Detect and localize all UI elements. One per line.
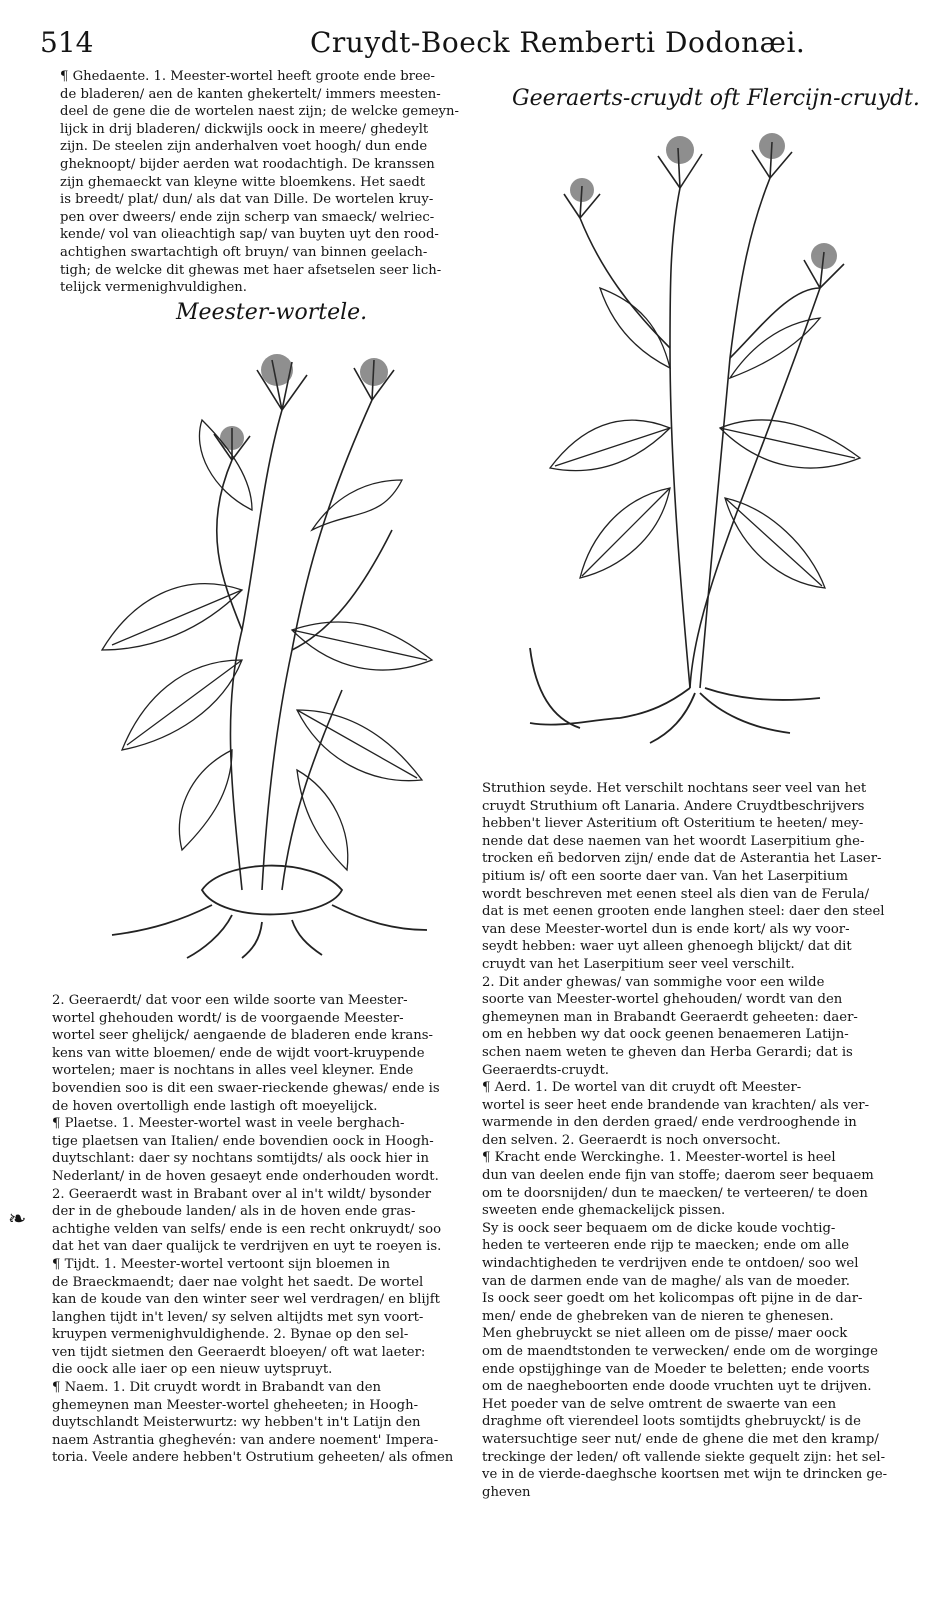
text-line: Struthion seyde. Het verschilt nochtans seer veel van het (482, 781, 867, 796)
page-number: 514 (40, 26, 94, 59)
text-line: om de maendtstonden te verwecken/ ende om de worginge (482, 1344, 878, 1359)
text-line: 2. Geeraerdt/ dat voor een wilde soorte van Meester- (52, 993, 408, 1008)
text-line: wortel is seer heet ende brandende van krachten/ als ver- (482, 1097, 870, 1113)
page-header (40, 26, 900, 66)
text-line: ¶ Naem. 1. Dit cruydt wordt in Brabandt van den (52, 1380, 381, 1396)
text-line: dat is met eenen grooten ende langhen steel: daer den steel (482, 904, 885, 920)
text-line: kende/ vol van olieachtigh sap/ van buyten uyt den rood- (60, 227, 439, 243)
text-line: 2. Geeraerdt wast in Brabant over al in't wildt/ bysonder (52, 1186, 432, 1202)
text-line: naem Astrantia gheghevén: van andere noement' Impera- (52, 1432, 439, 1448)
text-line: sweeten ende ghemackelijck pissen. (482, 1203, 726, 1219)
text-line: der in de gheboude landen/ als in de hoven ende gras- (52, 1204, 416, 1220)
text-line: wortel ghehouden wordt/ is de voorgaende Meester- (52, 1010, 404, 1026)
text-line: ¶ Aerd. 1. De wortel van dit cruydt oft Meester- (482, 1080, 802, 1096)
text-line: zijn ghemaeckt van kleyne witte bloemkens. Het saedt (60, 174, 426, 190)
text-line: tige plaetsen van Italien/ ende bovendien oock in Hoogh- (52, 1133, 434, 1149)
text-line: trocken eñ bedorven zijn/ ende dat de Asterantia het Laser- (482, 851, 882, 867)
text-line: om te doorsnijden/ dun te maecken/ te verteeren/ te doen (482, 1185, 868, 1201)
left-column-top-text (60, 68, 470, 297)
text-line: lijck in drij bladeren/ dickwijls oock in meere/ ghedeylt (60, 121, 429, 137)
text-line: ende opstijghinge van de Moeder te beletten; ende voorts (482, 1361, 870, 1377)
text-line: heden te verteeren ende rijp te maecken; ende om alle (482, 1238, 850, 1254)
text-line: den selven. 2. Geeraerdt is noch onversocht. (482, 1132, 781, 1148)
text-line: van de darmen ende van de maghe/ als van de moeder. (482, 1273, 850, 1289)
text-line: treckinge der leden/ oft vallende siekte gequelt zijn: het sel- (482, 1449, 886, 1465)
running-title: Cruydt-Boeck Remberti Dodonæi. (310, 26, 806, 59)
text-line: soorte van Meester-wortel ghehouden/ wordt van den (482, 992, 843, 1008)
text-line: Is oock seer goedt om het kolicompas oft pijne in de dar- (482, 1291, 863, 1307)
text-line: gheven (482, 1484, 531, 1500)
text-line: hebben't liever Asteritium oft Osteritium te heeten/ mey- (482, 816, 864, 832)
text-line: windachtigheden te verdrijven ende te ontdoen/ soo wel (482, 1256, 859, 1272)
text-line: achtighen swartachtigh oft bruyn/ van binnen geelach- (60, 244, 428, 260)
text-line: om de naegheboorten ende doode vruchten uyt te drijven. (482, 1379, 872, 1395)
text-line: nende dat dese naemen van het woordt Laserpitium ghe- (482, 833, 865, 849)
text-line: ¶ Kracht ende Werckinghe. 1. Meester-wortel is heel (482, 1150, 836, 1166)
text-line: om en hebben wy dat oock geenen benaemeren Latijn- (482, 1027, 849, 1043)
text-line: Men ghebruyckt se niet alleen om de pisse/ maer oock (482, 1326, 848, 1342)
text-line: ¶ Ghedaente. 1. Meester-wortel heeft groote ende bree- (60, 69, 436, 84)
text-line: wortel seer ghelijck/ aengaende de bladeren ende krans- (52, 1028, 434, 1044)
text-line: kruypen vermenighvuldighende. 2. Bynae op den sel- (52, 1327, 409, 1343)
text-line: ¶ Tijdt. 1. Meester-wortel vertoont sijn bloemen in (52, 1256, 390, 1272)
text-line: ghemeynen man Meester-wortel gheheeten; in Hoogh- (52, 1397, 419, 1413)
text-line: tigh; de welcke dit ghewas met haer afsetselen seer lich- (60, 262, 442, 278)
text-line: bovendien soo is dit een swaer-rieckende ghewas/ ende is (52, 1080, 440, 1096)
masterwort-woodcut-illustration (92, 330, 442, 960)
text-line: Sy is oock seer bequaem om de dicke koude vochtig- (482, 1220, 836, 1236)
text-line: ghemeynen man in Brabandt Geeraerdt geheeten: daer- (482, 1009, 858, 1025)
text-line: zijn. De steelen zijn anderhalven voet hoogh/ dun ende (60, 139, 428, 155)
text-line: Nederlant/ in de hoven gesaeyt ende onderhouden wordt. (52, 1168, 439, 1184)
plant-title-left: Meester-wortele. (176, 300, 368, 325)
text-line: cruydt van het Laserpitium seer veel verschilt. (482, 956, 795, 972)
ground-elder-woodcut-illustration (520, 128, 880, 748)
text-line: dat het van daer qualijck te verdrijven en uyt te roeyen is. (52, 1239, 442, 1255)
plant-title-right: Geeraerts-cruydt oft Flercijn-cruydt. (512, 86, 920, 111)
text-line: Geeraerdts-cruydt. (482, 1062, 609, 1078)
text-line: wordt beschreven met eenen steel als dien van de Ferula/ (482, 886, 870, 902)
text-line: pen over dweers/ ende zijn scherp van smaeck/ welriec- (60, 209, 435, 225)
text-line: duytschlant: daer sy nochtans somtijdts/ als oock hier in (52, 1151, 429, 1167)
text-line: men/ ende de ghebreken van de nieren te ghenesen. (482, 1308, 834, 1324)
left-column-bottom-text (52, 992, 474, 1467)
text-line: warmende in den derden graed/ ende verdrooghende in (482, 1115, 857, 1131)
text-line: draghme oft vierendeel loots somtijdts ghebruyckt/ is de (482, 1414, 861, 1430)
text-line: ve in de vierde-daeghsche koortsen met wijn te drincken ge- (482, 1467, 888, 1483)
text-line: toria. Veele andere hebben't Ostrutium geheeten/ als ofmen (52, 1450, 454, 1466)
text-line: de Braeckmaendt; daer nae volght het saedt. De wortel (52, 1274, 424, 1290)
text-line: achtighe velden van selfs/ ende is een recht onkruydt/ soo (52, 1221, 442, 1237)
text-line: ¶ Plaetse. 1. Meester-wortel wast in veele berghach- (52, 1116, 405, 1132)
text-line: duytschlandt Meisterwurtz: wy hebben't in't Latijn den (52, 1415, 421, 1431)
text-line: die oock alle iaer op een nieuw uytspruyt. (52, 1362, 333, 1378)
text-line: gheknoopt/ bijder aerden wat roodachtigh. De kranssen (60, 156, 435, 172)
text-line: watersuchtige seer nut/ ende de ghene die met den kramp/ (482, 1431, 879, 1447)
text-line: deel de gene die de wortelen naest zijn; de welcke gemeyn- (60, 104, 459, 120)
text-line: van dese Meester-wortel dun is ende kort/ als wy voor- (482, 921, 850, 937)
text-line: kan de koude van den winter seer wel verdragen/ en blijft (52, 1292, 440, 1308)
margin-fleuron: ❧ (8, 1207, 27, 1232)
text-line: langhen tijdt in't leven/ sy selven altijdts met syn voort- (52, 1309, 424, 1325)
text-line: dun van deelen ende fijn van stoffe; daerom seer bequaem (482, 1168, 874, 1184)
text-line: seydt hebben: waer uyt alleen ghenoegh blijckt/ dat dit (482, 939, 852, 955)
text-line: de hoven overtolligh ende lastigh oft moeyelijck. (52, 1098, 378, 1114)
text-line: Het poeder van de selve omtrent de swaerte van een (482, 1396, 837, 1412)
text-line: telijck vermenighvuldighen. (60, 280, 247, 296)
text-line: 2. Dit ander ghewas/ van sommighe voor een wilde (482, 974, 825, 990)
text-line: cruydt Struthium oft Lanaria. Andere Cruydtbeschrijvers (482, 798, 865, 814)
text-line: schen naem weten te gheven dan Herba Gerardi; dat is (482, 1044, 853, 1060)
text-line: ven tijdt sietmen den Geeraerdt bloeyen/ oft wat laeter: (52, 1344, 426, 1360)
text-line: is breedt/ plat/ dun/ als dat van Dille. De wortelen kruy- (60, 192, 434, 208)
right-column-text (482, 780, 902, 1501)
text-line: wortelen; maer is nochtans in alles veel kleyner. Ende (52, 1063, 414, 1079)
text-line: kens van witte bloemen/ ende de wijdt voort-kruypende (52, 1045, 425, 1061)
text-line: de bladeren/ aen de kanten ghekertelt/ immers meesten- (60, 86, 441, 102)
text-line: pitium is/ oft een soorte daer van. Van het Laserpitium (482, 868, 848, 884)
